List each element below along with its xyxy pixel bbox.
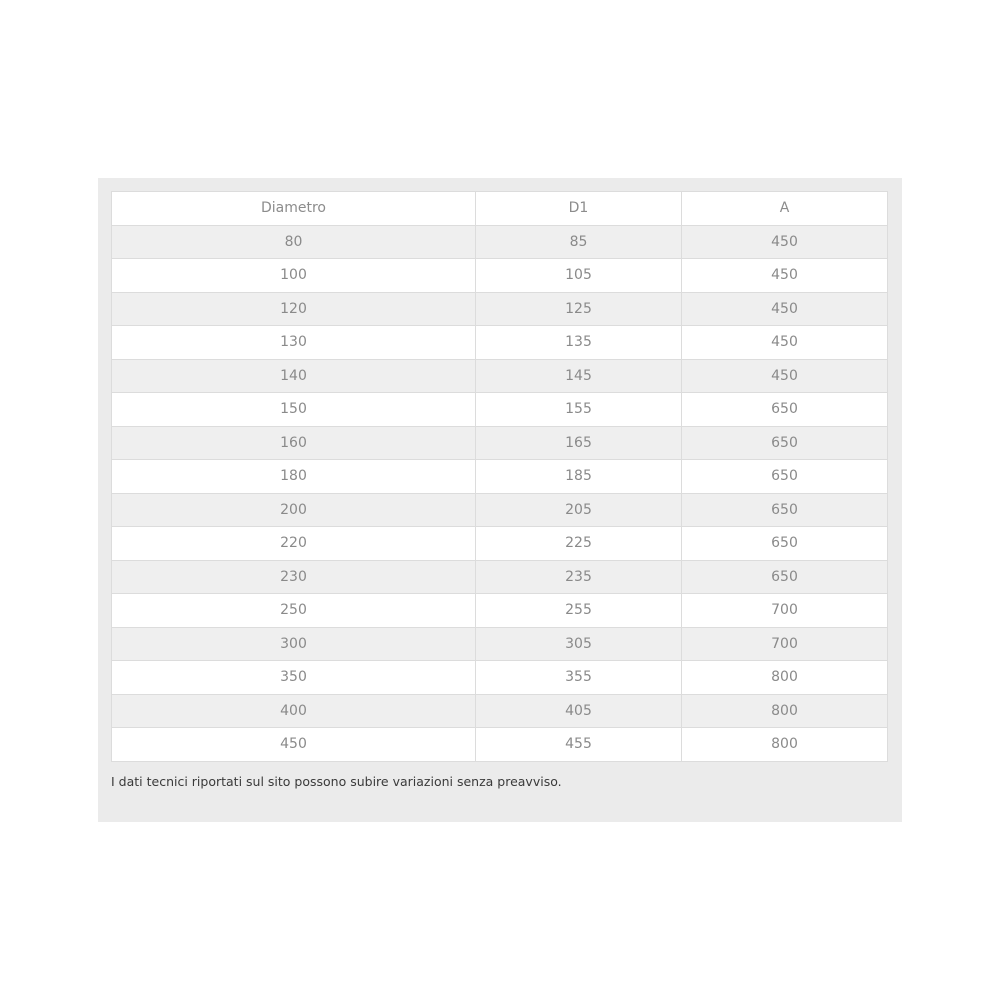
- cell-a: 650: [682, 560, 888, 594]
- table-header: [112, 192, 888, 226]
- cell-diametro: 200: [112, 493, 476, 527]
- cell-d1: 455: [476, 728, 682, 762]
- cell-d1: 225: [476, 527, 682, 561]
- cell-a: 650: [682, 426, 888, 460]
- cell-a: 650: [682, 460, 888, 494]
- cell-diametro: 180: [112, 460, 476, 494]
- cell-diametro: 400: [112, 694, 476, 728]
- cell-d1: 205: [476, 493, 682, 527]
- cell-d1: 145: [476, 359, 682, 393]
- header-diametro: Diametro: [112, 192, 476, 226]
- cell-diametro: 250: [112, 594, 476, 628]
- table-row: [112, 627, 888, 661]
- cell-diametro: 350: [112, 661, 476, 695]
- cell-diametro: 300: [112, 627, 476, 661]
- table-row: [112, 661, 888, 695]
- cell-diametro: 150: [112, 393, 476, 427]
- cell-diametro: 160: [112, 426, 476, 460]
- cell-d1: 185: [476, 460, 682, 494]
- table-body: [112, 225, 888, 761]
- table-row: [112, 560, 888, 594]
- cell-diametro: 130: [112, 326, 476, 360]
- cell-d1: 355: [476, 661, 682, 695]
- table-row: [112, 292, 888, 326]
- cell-d1: 165: [476, 426, 682, 460]
- table-row: [112, 694, 888, 728]
- cell-d1: 405: [476, 694, 682, 728]
- header-d1: D1: [476, 192, 682, 226]
- cell-diametro: 140: [112, 359, 476, 393]
- cell-a: 800: [682, 728, 888, 762]
- cell-diametro: 220: [112, 527, 476, 561]
- disclaimer-note: I dati tecnici riportati sul sito possono subire variazioni senza preavviso.: [111, 774, 562, 789]
- cell-d1: 85: [476, 225, 682, 259]
- table-row: [112, 259, 888, 293]
- cell-diametro: 230: [112, 560, 476, 594]
- cell-diametro: 120: [112, 292, 476, 326]
- cell-a: 450: [682, 225, 888, 259]
- cell-a: 450: [682, 326, 888, 360]
- table-row: [112, 359, 888, 393]
- table-row: [112, 527, 888, 561]
- cell-diametro: 450: [112, 728, 476, 762]
- cell-d1: 305: [476, 627, 682, 661]
- table-row: [112, 728, 888, 762]
- cell-d1: 235: [476, 560, 682, 594]
- cell-d1: 255: [476, 594, 682, 628]
- cell-a: 450: [682, 259, 888, 293]
- cell-a: 700: [682, 594, 888, 628]
- table-row: [112, 493, 888, 527]
- cell-diametro: 80: [112, 225, 476, 259]
- table-row: [112, 225, 888, 259]
- table-row: [112, 326, 888, 360]
- cell-a: 800: [682, 694, 888, 728]
- cell-a: 450: [682, 292, 888, 326]
- cell-d1: 105: [476, 259, 682, 293]
- cell-a: 450: [682, 359, 888, 393]
- table-row: [112, 460, 888, 494]
- cell-a: 650: [682, 527, 888, 561]
- table-row: [112, 426, 888, 460]
- cell-a: 700: [682, 627, 888, 661]
- cell-a: 650: [682, 493, 888, 527]
- spec-table: [111, 191, 888, 762]
- cell-a: 800: [682, 661, 888, 695]
- table-row: [112, 393, 888, 427]
- table-row: [112, 594, 888, 628]
- cell-d1: 125: [476, 292, 682, 326]
- cell-d1: 135: [476, 326, 682, 360]
- header-row: [112, 192, 888, 226]
- spec-panel: [98, 178, 902, 822]
- cell-d1: 155: [476, 393, 682, 427]
- cell-diametro: 100: [112, 259, 476, 293]
- header-a: A: [682, 192, 888, 226]
- cell-a: 650: [682, 393, 888, 427]
